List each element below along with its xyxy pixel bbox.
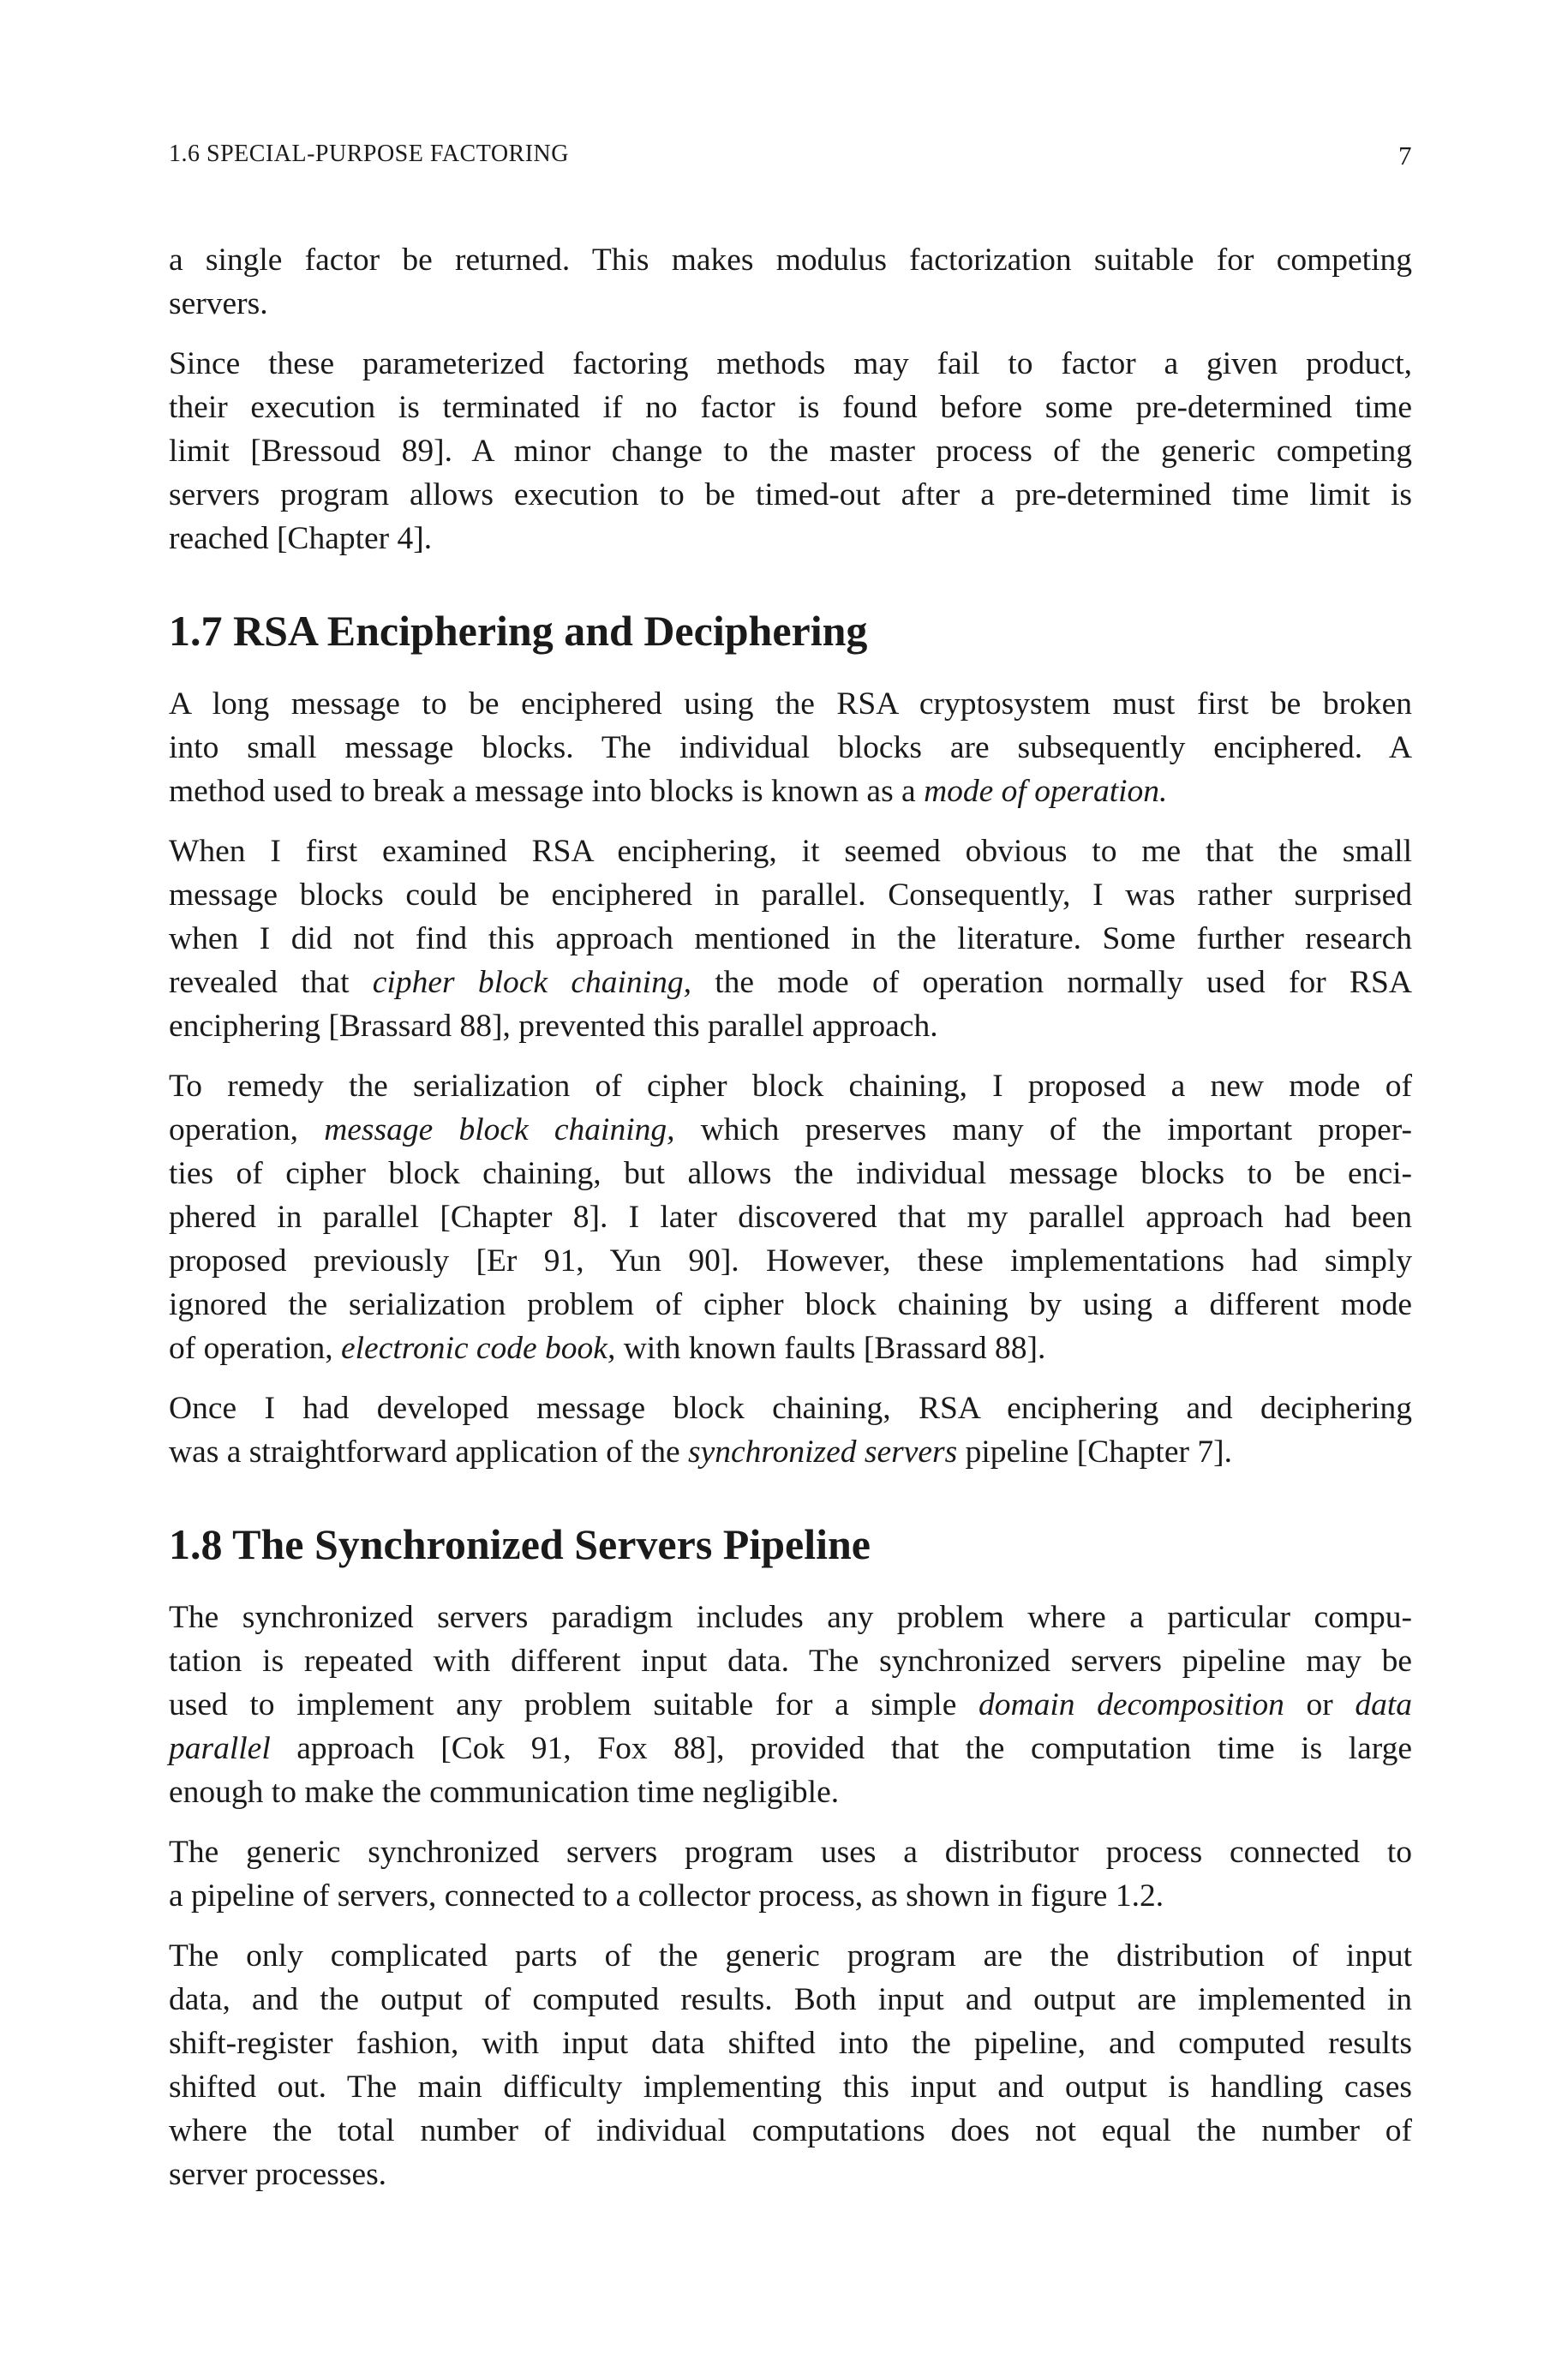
text-line: shift-register fashion, with input data shifted into the pipeline, and computed results xyxy=(169,2026,1412,2061)
italic-term: domain decomposition xyxy=(978,1687,1284,1722)
italic-term: data xyxy=(1355,1687,1412,1722)
text-segment: the mode of operation normally used for RSA xyxy=(691,965,1412,1000)
text-line xyxy=(169,1108,1412,1152)
italic-term: synchronized servers xyxy=(688,1435,958,1470)
page-number: 7 xyxy=(1398,141,1412,171)
text-segment: pipeline [Chapter 7]. xyxy=(957,1435,1232,1470)
section-heading: 1.7 RSA Enciphering and Deciphering xyxy=(169,607,868,655)
text-line: To remedy the serialization of cipher block chaining, I proposed a new mode of xyxy=(169,1069,1412,1104)
text-segment: with known faults [Brassard 88]. xyxy=(615,1331,1046,1366)
text-line xyxy=(169,961,1412,1004)
paragraph xyxy=(169,1934,1412,2196)
text-line: proposed previously [Er 91, Yun 90]. However, these implementations had simply xyxy=(169,1243,1412,1279)
paragraph xyxy=(169,1064,1412,1370)
text-line xyxy=(169,1430,1412,1474)
text-line: message blocks could be enciphered in parallel. Consequently, I was rather surprised xyxy=(169,878,1412,913)
text-line: shifted out. The main difficulty implementing this input and output is handling cases xyxy=(169,2070,1412,2105)
text-segment: of operation, xyxy=(169,1331,341,1366)
text-line: reached [Chapter 4]. xyxy=(169,521,433,556)
text-segment: which preserves many of the important proper- xyxy=(674,1112,1412,1147)
text-segment: used to implement any problem suitable for a simple xyxy=(169,1687,979,1722)
text-line: ignored the serialization problem of cipher block chaining by using a different mode xyxy=(169,1287,1412,1322)
text-line: limit [Bressoud 89]. A minor change to the master process of the generic competing xyxy=(169,434,1412,469)
text-line: a single factor be returned. This makes modulus factorization suitable for competing xyxy=(169,243,1412,278)
text-line xyxy=(169,1327,1412,1370)
text-line: where the total number of individual computations does not equal the number of xyxy=(169,2113,1412,2148)
paragraph xyxy=(169,830,1412,1048)
running-head-title: 1.6 SPECIAL-PURPOSE FACTORING xyxy=(169,141,569,167)
text-line: servers program allows execution to be timed-out after a pre-determined time limit is xyxy=(169,477,1412,512)
paragraph xyxy=(169,1596,1412,1814)
section-heading: 1.8 The Synchronized Servers Pipeline xyxy=(169,1520,871,1568)
text-segment: approach [Cok 91, Fox 88], provided that the computation time is large xyxy=(270,1731,1412,1766)
italic-term: cipher block chaining, xyxy=(372,965,691,1000)
text-segment: was a straightforward application of the xyxy=(169,1435,689,1470)
page-body xyxy=(169,238,1412,2213)
text-line: phered in parallel [Chapter 8]. I later discovered that my parallel approach had been xyxy=(169,1200,1412,1235)
text-line: a pipeline of servers, connected to a collector process, as shown in figure 1.2. xyxy=(169,1878,1164,1914)
text-line: into small message blocks. The individual blocks are subsequently enciphered. A xyxy=(169,730,1412,765)
text-line: their execution is terminated if no factor is found before some pre-determined time xyxy=(169,390,1412,425)
text-segment: operation, xyxy=(169,1112,325,1147)
text-line xyxy=(169,1683,1412,1727)
text-segment: method used to break a message into blocks is known as a xyxy=(169,774,925,809)
italic-term: electronic code book, xyxy=(340,1331,616,1366)
text-line: The only complicated parts of the generic program are the distribution of input xyxy=(169,1938,1412,1974)
text-line: Since these parameterized factoring methods may fail to factor a given product, xyxy=(169,346,1412,381)
italic-term: mode of operation. xyxy=(924,774,1168,809)
italic-term: parallel xyxy=(169,1731,271,1766)
text-line: when I did not find this approach mentioned in the literature. Some further research xyxy=(169,921,1412,956)
text-line: ties of cipher block chaining, but allows the individual message blocks to be enci- xyxy=(169,1156,1412,1191)
text-line: tation is repeated with different input data. The synchronized servers pipeline may be xyxy=(169,1644,1412,1679)
paragraph xyxy=(169,1830,1412,1918)
text-line: When I first examined RSA enciphering, it seemed obvious to me that the small xyxy=(169,834,1412,869)
running-head xyxy=(169,141,1412,178)
text-line: enciphering [Brassard 88], prevented this parallel approach. xyxy=(169,1009,938,1044)
text-line: server processes. xyxy=(169,2157,387,2192)
text-segment: or xyxy=(1284,1687,1356,1722)
text-line: data, and the output of computed results. Both input and output are implemented in xyxy=(169,1982,1412,2017)
paragraph xyxy=(169,682,1412,813)
text-line: Once I had developed message block chaining, RSA enciphering and deciphering xyxy=(169,1391,1412,1426)
text-line: The synchronized servers paradigm includes any problem where a particular compu- xyxy=(169,1600,1412,1635)
italic-term: message block chaining, xyxy=(324,1112,675,1147)
text-line xyxy=(169,770,1412,813)
text-line: servers. xyxy=(169,286,268,321)
text-line: The generic synchronized servers program uses a distributor process connected to xyxy=(169,1835,1412,1870)
text-segment: revealed that xyxy=(169,965,373,1000)
text-line: A long message to be enciphered using the RSA cryptosystem must first be broken xyxy=(169,686,1412,722)
paragraph xyxy=(169,1387,1412,1474)
text-line xyxy=(169,1727,1412,1770)
text-line: enough to make the communication time negligible. xyxy=(169,1775,840,1810)
paragraph xyxy=(169,342,1412,560)
paragraph xyxy=(169,238,1412,326)
